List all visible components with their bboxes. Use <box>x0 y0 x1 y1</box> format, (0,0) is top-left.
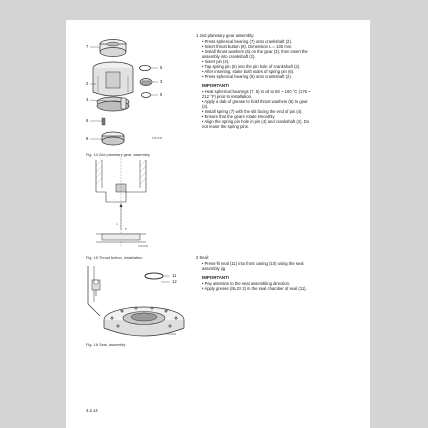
section-1-important-line: • Apply a dab of grease to hold thrust washers (6) to gear <box>202 99 308 104</box>
section-2-heading: 2 Seal: <box>196 255 210 260</box>
section-2-important-title: IMPORTANT! <box>202 275 230 280</box>
section-1-important-line: (3). <box>202 104 209 109</box>
section-2-line: • Press-fit seal (11) into front casing (10) using the seal <box>202 261 304 266</box>
callout-4: 4 <box>86 97 89 102</box>
callout-7: 7 <box>86 44 89 49</box>
figure-15-caption: Fig. 15 Thrust button, installation <box>86 255 143 260</box>
section-1-line: • After inserting, stake both sides of spring pin (6). <box>202 69 295 74</box>
section-1-important-line: • Heat spherical bearings (7, 5) in oil to 80 ~ 100 °C (176 ~ <box>202 89 311 94</box>
section-2-line: assembly jig. <box>202 266 227 271</box>
figure-15-label-b: B <box>125 228 127 231</box>
callout-11: 11 <box>172 273 177 278</box>
page-number: 4.2.14 <box>86 408 98 413</box>
callout-5-top: 5 <box>160 65 163 70</box>
figure-16-code: 5154154 <box>166 333 177 336</box>
callout-5-bottom: 5 <box>160 92 163 97</box>
section-1-line: • Install thrust washers (6) on the gear (3), then insert the <box>202 49 308 54</box>
section-2-important-line: • Pay attention to the seal assembling direction. <box>202 281 291 286</box>
callout-3: 3 <box>160 79 163 84</box>
section-1-important-line: • Align the spring pin hole in pin (4) and crankshaft (2). Do <box>202 119 310 124</box>
section-1-line: • Tap spring pin (6) into the pin hole of crankshaft (2). <box>202 64 301 69</box>
figure-16-caption: Fig. 16 Seal, assembly <box>86 342 126 347</box>
manual-page <box>66 20 370 428</box>
section-1-line: • Insert pin (4). <box>202 59 230 64</box>
callout-12: 12 <box>172 279 177 284</box>
section-1-important-line: 212 °F) prior to installation. <box>202 94 253 99</box>
callout-6: 6 <box>86 118 89 123</box>
figure-15-code: 5154135 <box>138 245 149 248</box>
section-1-important-line: • Install spring (7) with the slit facing the end of pin (4). <box>202 109 303 114</box>
section-1-line: • Press spherical bearing (7) onto crankshaft (2). <box>202 39 292 44</box>
section-1-heading: 1 2nd planetary gear assembly: <box>196 33 255 38</box>
figure-14-caption: Fig. 14 2nd planetary gear, assembly <box>86 152 150 157</box>
section-1-important-title: IMPORTANT! <box>202 83 230 88</box>
figure-14-code: 5154148 <box>152 137 163 140</box>
callout-8: 8 <box>86 136 89 141</box>
section-1-important-line: not reuse the spring pins. <box>202 124 250 129</box>
section-1-important-line: • Ensure that the gears rotate smoothly. <box>202 114 276 119</box>
callout-2: 2 <box>86 81 89 86</box>
figure-15-label-a: A <box>116 223 118 226</box>
section-2-important-line: • Apply grease (NLGI 2) in the seal chamber of seal (11). <box>202 286 307 291</box>
section-1-line: assembly into crankshaft (2). <box>202 54 256 59</box>
section-1-line: • Insert thrust button (8). Dimension L = 135 mm. <box>202 44 293 49</box>
section-1-line: • Press spherical bearing (5) onto crankshaft (2). <box>202 74 292 79</box>
